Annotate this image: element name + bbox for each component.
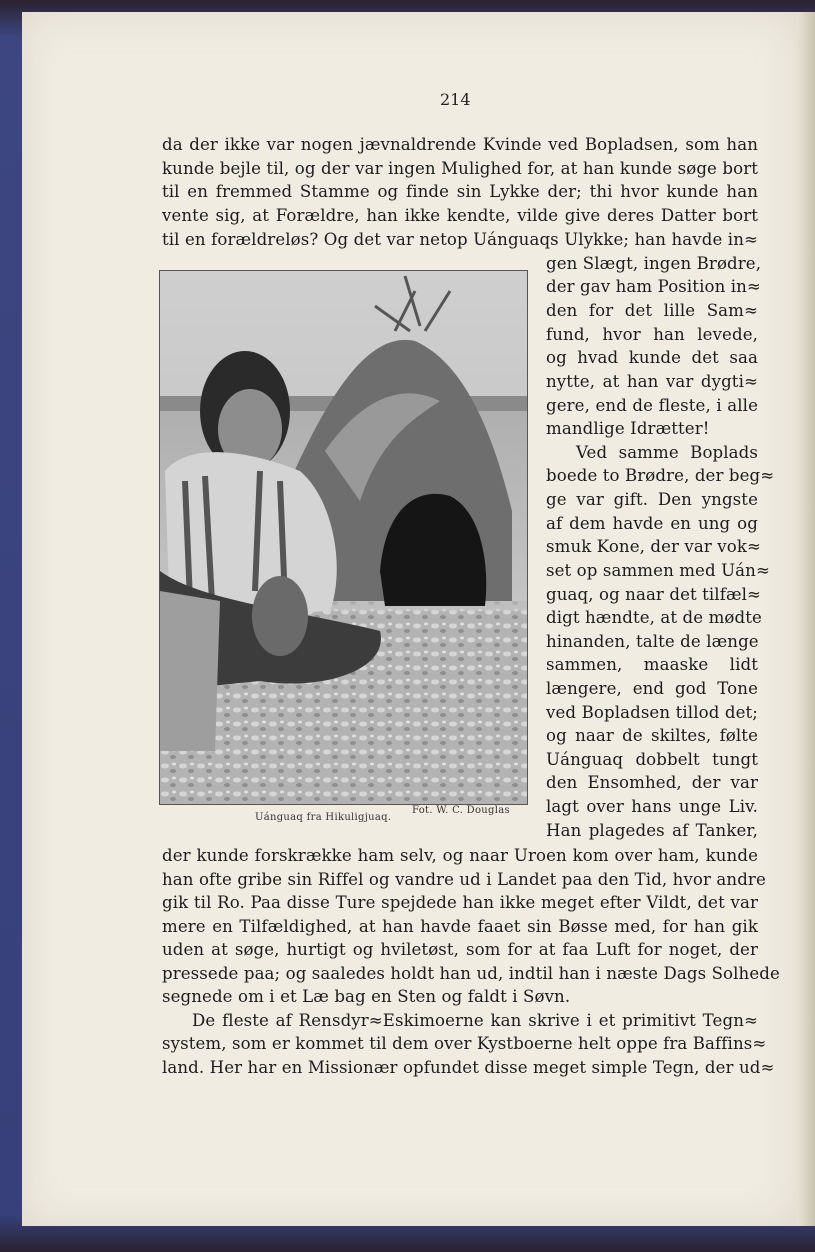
photo-illustration [160, 271, 527, 804]
text-line: mere en Tilfældighed, at han havde faaet sin Bøsse med, for han gik [162, 917, 758, 936]
text-line: uden at søge, hurtigt og hviletøst, som for at faa Luft for noget, der [162, 940, 758, 959]
text-line: guaq, og naar det tilfæl≈ [546, 585, 762, 604]
text-line: lagt over hans unge Liv. [546, 797, 758, 816]
text-line: De fleste af Rensdyr≈Eskimoerne kan skrive i et primitivt Tegn≈ [192, 1011, 758, 1030]
text-line: sammen, maaske lidt [546, 655, 758, 674]
text-line: land. Her har en Missionær opfundet disse meget simple Tegn, der ud≈ [162, 1058, 775, 1077]
page-number: 214 [440, 90, 471, 109]
text-line: gere, end de fleste, i alle [546, 396, 758, 415]
person-mitten [252, 576, 308, 656]
text-line: fund, hvor han levede, [546, 325, 758, 344]
photo-caption: Uánguaq fra Hikuligjuaq. [255, 812, 392, 823]
text-line: der kunde forskrække ham selv, og naar Uroen kom over ham, kunde [162, 846, 758, 865]
text-line: der gav ham Position in≈ [546, 277, 761, 296]
text-line: gen Slægt, ingen Brødre, [546, 254, 762, 273]
text-line: ved Bopladsen tillod det; [546, 703, 758, 722]
text-line: af dem havde en ung og [546, 514, 758, 533]
text-line: Uánguaq dobbelt tungt [546, 750, 758, 769]
text-line: boede to Brødre, der beg≈ [546, 466, 775, 485]
text-line: mandlige Idrætter! [546, 419, 710, 438]
text-line: han ofte gribe sin Riffel og vandre ud i Landet paa den Tid, hvor andre [162, 870, 766, 889]
text-line: til en fremmed Stamme og finde sin Lykke der; thi hvor kunde han [162, 182, 758, 201]
text-line: vente sig, at Forældre, han ikke kendte, vilde give deres Datter bort [162, 206, 758, 225]
page-edge [797, 12, 815, 1226]
text-line: pressede paa; og saaledes holdt han ud, indtil han i næste Dags Solhede [162, 964, 780, 983]
text-line: længere, end god Tone [546, 679, 758, 698]
photo-figure [159, 270, 528, 805]
text-line: kunde bejle til, og der var ingen Mulighed for, at han kunde søge bort [162, 159, 758, 178]
text-line: digt hændte, at de mødte [546, 608, 762, 627]
text-line: Han plagedes af Tanker, [546, 821, 758, 840]
text-line: hinanden, talte de længe [546, 632, 759, 651]
text-line: system, som er kommet til dem over Kystboerne helt oppe fra Baffins≈ [162, 1034, 767, 1053]
text-line: smuk Kone, der var vok≈ [546, 537, 762, 556]
text-line: til en forældreløs? Og det var netop Uánguaqs Ulykke; han havde in≈ [162, 230, 758, 249]
text-line: den for det lille Sam≈ [546, 301, 758, 320]
person-boot [160, 591, 220, 751]
photo-credit: Fot. W. C. Douglas [412, 805, 510, 816]
text-line: set op sammen med Uán≈ [546, 561, 770, 580]
text-line: Ved samme Boplads [576, 443, 758, 462]
text-line: og hvad kunde det saa [546, 348, 758, 367]
text-line: nytte, at han var dygti≈ [546, 372, 758, 391]
text-line: den Ensomhed, der var [546, 773, 758, 792]
text-line: gik til Ro. Paa disse Ture spejdede han ikke meget efter Vildt, det var [162, 893, 758, 912]
text-line: segnede om i et Læ bag en Sten og faldt i Søvn. [162, 987, 571, 1006]
text-line: ge var gift. Den yngste [546, 490, 758, 509]
text-line: og naar de skiltes, følte [546, 726, 758, 745]
text-line: da der ikke var nogen jævnaldrende Kvinde ved Bopladsen, som han [162, 135, 758, 154]
